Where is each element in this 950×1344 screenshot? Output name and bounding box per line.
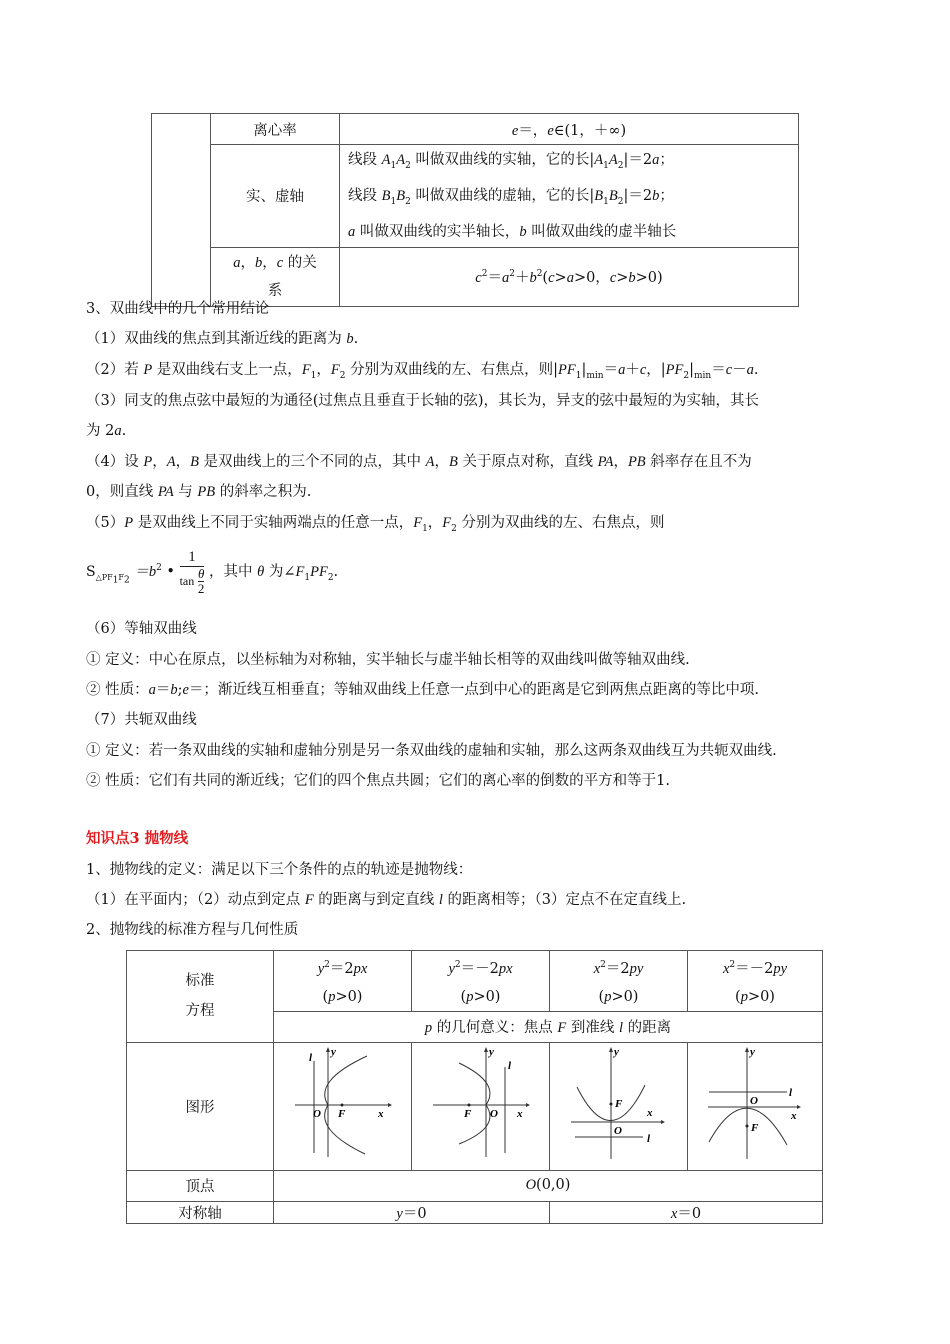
axis-label: 对称轴: [127, 1201, 274, 1223]
graph-down-open: [688, 1042, 823, 1170]
graph-right-open: [274, 1042, 412, 1170]
std-eq-label: 标准 方程: [127, 951, 274, 1043]
parabola-down-graph: [705, 1045, 805, 1163]
svg-text:O: O: [750, 1095, 758, 1108]
svg-text:O: O: [312, 1108, 321, 1121]
svg-text:x: x: [646, 1107, 652, 1120]
item6-heading: （6）等轴双曲线: [86, 621, 197, 637]
svg-text:x: x: [516, 1108, 522, 1121]
item6-property: ② 性质：a＝b;e＝；渐近线互相垂直；等轴双曲线上任意一点到中心的距离是它到两焦点距离的等比中项.: [86, 682, 760, 698]
parabola-left-graph: [431, 1045, 531, 1163]
parabola-right-graph: [293, 1045, 393, 1163]
conclusion-3-line2: 为 2a.: [86, 423, 127, 439]
semi-axis-text: a 叫做双曲线的实半轴长，b 叫做双曲线的虚半轴长: [348, 223, 677, 240]
eq-right-open: $y^2=2px$ (p>0): [274, 951, 412, 1012]
svg-text:x: x: [791, 1110, 797, 1123]
parabola-up-graph: [569, 1045, 669, 1163]
eq-left-open: $y^2=-2px$ (p>0): [412, 951, 550, 1012]
graph-label: 图形: [127, 1042, 274, 1170]
svg-text:y: y: [330, 1046, 336, 1059]
vertex-value: O(0,0): [274, 1170, 823, 1201]
conclusion-4-line1: （4）设 P，A，B 是双曲线上的三个不同的点，其中 A，B 关于原点对称，直线 PA，PB 斜率存在且不为: [86, 454, 752, 470]
fraction: 1 tan $\frac{\theta}{2}$: [179, 549, 205, 596]
abc-relation-value: $c^2=a^2+b^2(c>a>0$，c>b>0): [340, 247, 799, 306]
conclusion-4-line2: 0，则直线 PA 与 PB 的斜率之积为.: [86, 484, 312, 500]
graph-left-open: [412, 1042, 550, 1170]
p-meaning: p 的几何意义：焦点 F 到准线 l 的距离: [274, 1011, 823, 1042]
svg-text:F: F: [463, 1108, 471, 1121]
conclusion-1: （1）双曲线的焦点到其渐近线的距离为 b.: [86, 331, 359, 347]
vertex-label: 顶点: [127, 1170, 274, 1201]
conclusion-2: （2）若 P 是双曲线右支上一点，$F_1$，$F_2$ 分别为双曲线的左、右焦点，则$|PF_1|_{min}=a+c$，$|PF_2|_{min}=c-a$.: [86, 362, 759, 381]
triangle-area-formula: $S_{\triangle PF_1F_2} =b^2$ • 1 tan $\frac{\theta}{2}$ ，其中 θ 为$\angle F_1PF_2$.: [86, 549, 339, 596]
axis-value-horizontal: y＝0: [274, 1201, 550, 1223]
axes-description: [340, 145, 799, 248]
parabola-properties-table: [126, 950, 823, 1224]
hyperbola-properties-table: [151, 113, 799, 307]
svg-text:y: y: [488, 1046, 494, 1059]
svg-text:l: l: [507, 1060, 511, 1073]
eq-up-open: $x^2=2py$ (p>0): [550, 951, 688, 1012]
real-axis-text: 线段 $A_1A_2$ 叫做双曲线的实轴，它的长$|A_1A_2|=2a$；: [348, 152, 674, 171]
conclusion-5: （5）P 是双曲线上不同于实轴两端点的任意一点，$F_1$，$F_2$ 分别为双曲线的左、右焦点，则: [86, 515, 665, 534]
item7-heading: （7）共轭双曲线: [86, 712, 197, 728]
knowledge-point-3-title: 知识点3 抛物线: [86, 830, 189, 847]
svg-text:F: F: [614, 1098, 622, 1111]
axis-value-vertical: x＝0: [550, 1201, 823, 1223]
parabola-definition-heading: 1、抛物线的定义：满足以下三个条件的点的轨迹是抛物线：: [86, 862, 473, 878]
eccentricity-value: e＝，e∈(1，＋∞): [340, 114, 799, 145]
svg-text:F: F: [751, 1122, 759, 1135]
svg-text:y: y: [750, 1046, 755, 1059]
graph-up-open: [550, 1042, 688, 1170]
svg-text:O: O: [489, 1108, 498, 1121]
section3-heading: 3、双曲线中的几个常用结论: [86, 301, 270, 317]
item7-property: ② 性质：它们有共同的渐近线；它们的四个焦点共圆；它们的离心率的倒数的平方和等于1.: [86, 773, 670, 789]
svg-text:l: l: [308, 1052, 312, 1065]
svg-text:l: l: [646, 1133, 650, 1146]
svg-text:F: F: [337, 1108, 345, 1121]
parabola-definition-conditions: （1）在平面内；（2）动点到定点 F 的距离与到定直线 l 的距离相等；（3）定点不在定直线上.: [86, 892, 687, 908]
row-label-axes: 实、虚轴: [211, 145, 340, 248]
imaginary-axis-text: 线段 $B_1B_2$ 叫做双曲线的虚轴，它的长$|B_1B_2|=2b$；: [348, 187, 674, 207]
conclusion-3-line1: （3）同支的焦点弦中最短的为通径(过焦点且垂直于长轴的弦)，其长为，异支的弦中最短的为实轴，其长: [86, 393, 760, 409]
table-group-cell: [152, 114, 211, 307]
row-label-abc-relation: a，b，c 的关 系: [211, 247, 340, 306]
svg-text:l: l: [789, 1087, 793, 1100]
parabola-table-heading: 2、抛物线的标准方程与几何性质: [86, 922, 299, 938]
svg-text:x: x: [377, 1108, 383, 1121]
svg-text:O: O: [613, 1125, 622, 1138]
row-label-eccentricity: 离心率: [211, 114, 340, 145]
svg-text:y: y: [613, 1046, 619, 1059]
item7-definition: ① 定义：若一条双曲线的实轴和虚轴分别是另一条双曲线的虚轴和实轴，那么这两条双曲线互为共轭双曲线.: [86, 743, 777, 759]
item6-definition: ① 定义：中心在原点，以坐标轴为对称轴，实半轴长与虚半轴长相等的双曲线叫做等轴双曲线.: [86, 652, 690, 668]
eq-down-open: $x^2=-2py$ (p>0): [688, 951, 823, 1012]
